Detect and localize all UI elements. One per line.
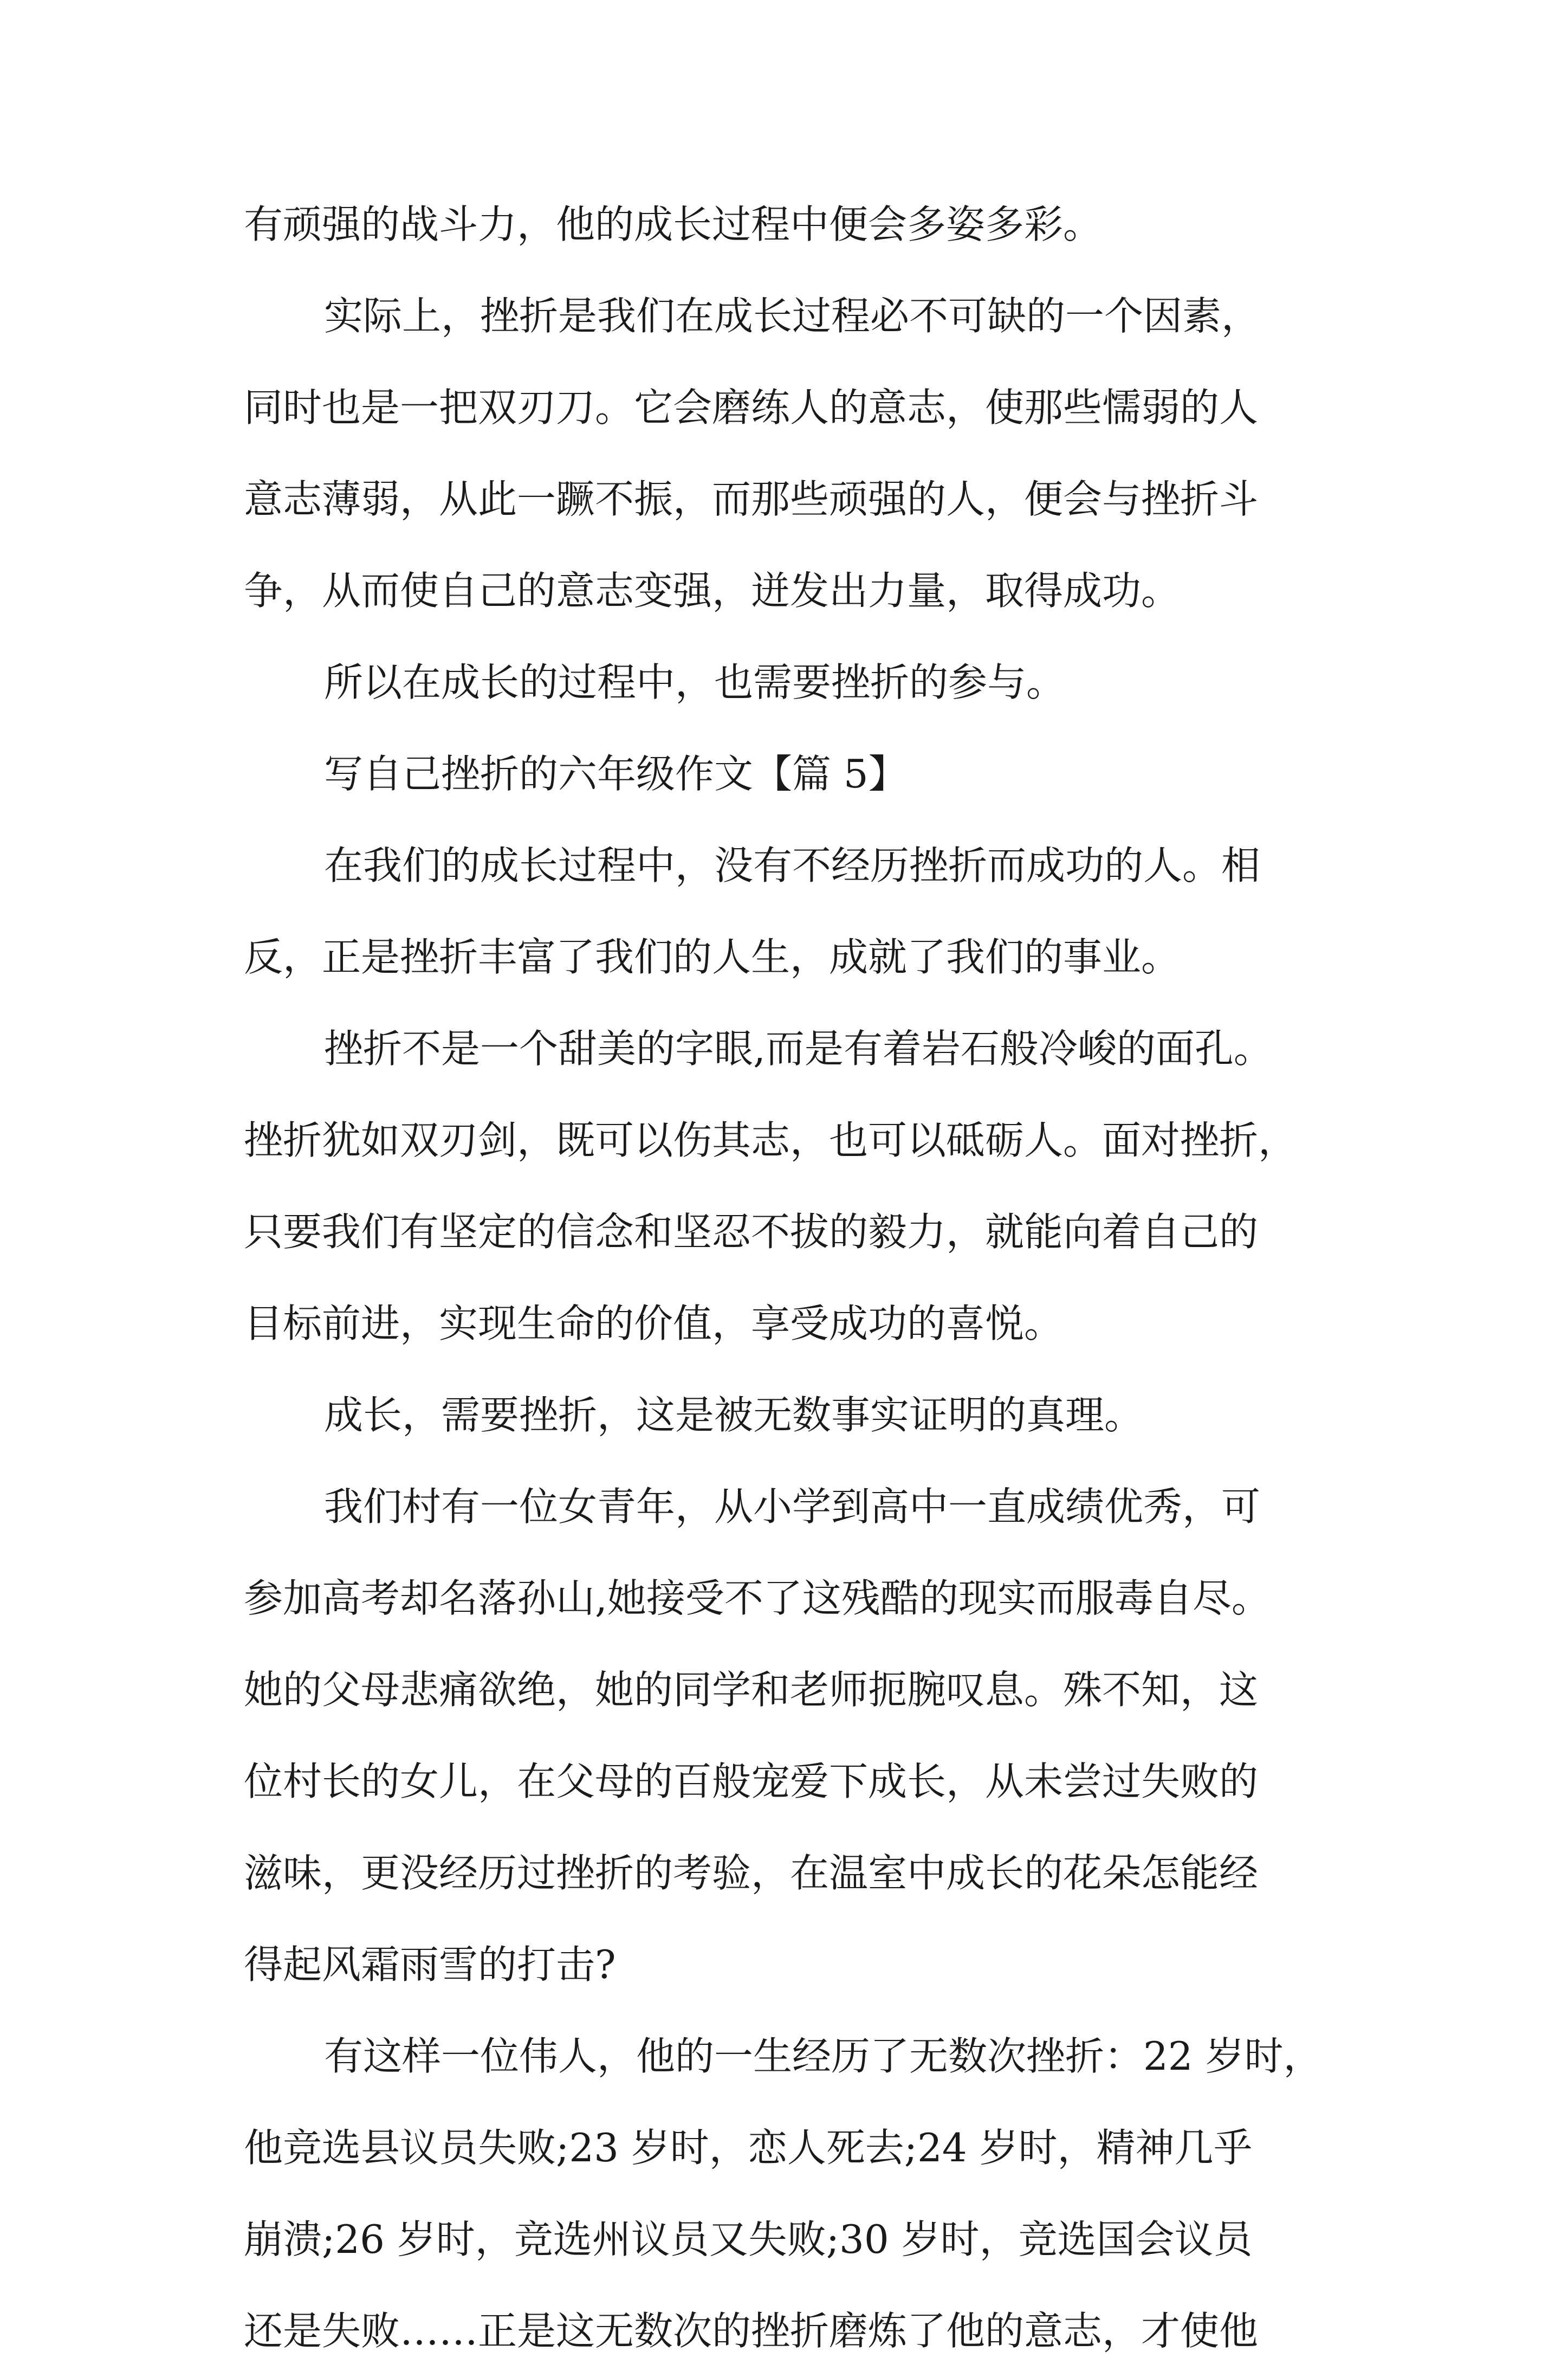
text-line: 有这样一位伟人，他的一生经历了无数次挫折：22 岁时， [324,2033,1323,2079]
text-line: 反，正是挫折丰富了我们的人生，成就了我们的事业。 [244,934,1181,980]
text-line: 他竞选县议员失败;23 岁时，恋人死去;24 岁时，精神几乎 [244,2125,1253,2171]
text-line: 在我们的成长过程中，没有不经历挫折而成功的人。相 [324,843,1261,888]
section-heading: 写自己挫折的六年级作文【篇 5】 [324,751,908,797]
text-line: 挫折不是一个甜美的字眼,而是有着岩石般冷峻的面孔。 [324,1026,1273,1071]
text-line: 成长，需要挫折，这是被无数事实证明的真理。 [324,1392,1144,1438]
text-line: 所以在成长的过程中，也需要挫折的参与。 [324,660,1066,705]
text-line: 参加高考却名落孙山,她接受不了这残酷的现实而服毒自尽。 [244,1575,1271,1621]
text-line: 目标前进，实现生命的价值，享受成功的喜悦。 [244,1301,1064,1346]
text-line: 争，从而使自己的意志变强，迸发出力量，取得成功。 [244,568,1181,613]
text-line: 只要我们有坚定的信念和坚忍不拔的毅力，就能向着自己的 [244,1209,1259,1255]
text-line: 挫折犹如双刃剑，既可以伤其志，也可以砥砺人。面对挫折， [244,1118,1298,1163]
text-line: 同时也是一把双刃刀。它会磨练人的意志，使那些懦弱的人 [244,385,1259,430]
text-line: 意志薄弱，从此一蹶不振，而那些顽强的人，便会与挫折斗 [244,476,1259,522]
text-line: 还是失败……正是这无数次的挫折磨炼了他的意志，才使他 [244,2308,1259,2354]
text-line: 有顽强的战斗力，他的成长过程中便会多姿多彩。 [244,202,1103,247]
text-line: 她的父母悲痛欲绝，她的同学和老师扼腕叹息。殊不知，这 [244,1667,1259,1713]
text-line: 实际上，挫折是我们在成长过程必不可缺的一个因素， [324,293,1261,339]
text-line: 我们村有一位女青年，从小学到高中一直成绩优秀，可 [324,1484,1261,1529]
text-line: 崩溃;26 岁时，竞选州议员又失败;30 岁时，竞选国会议员 [244,2217,1253,2262]
essay-body [244,179,1344,2377]
text-line: 位村长的女儿，在父母的百般宠爱下成长，从未尝过失败的 [244,1759,1259,1804]
text-line: 得起风霜雨雪的打击? [244,1942,616,1987]
text-line: 滋味，更没经历过挫折的考验，在温室中成长的花朵怎能经 [244,1850,1259,1896]
